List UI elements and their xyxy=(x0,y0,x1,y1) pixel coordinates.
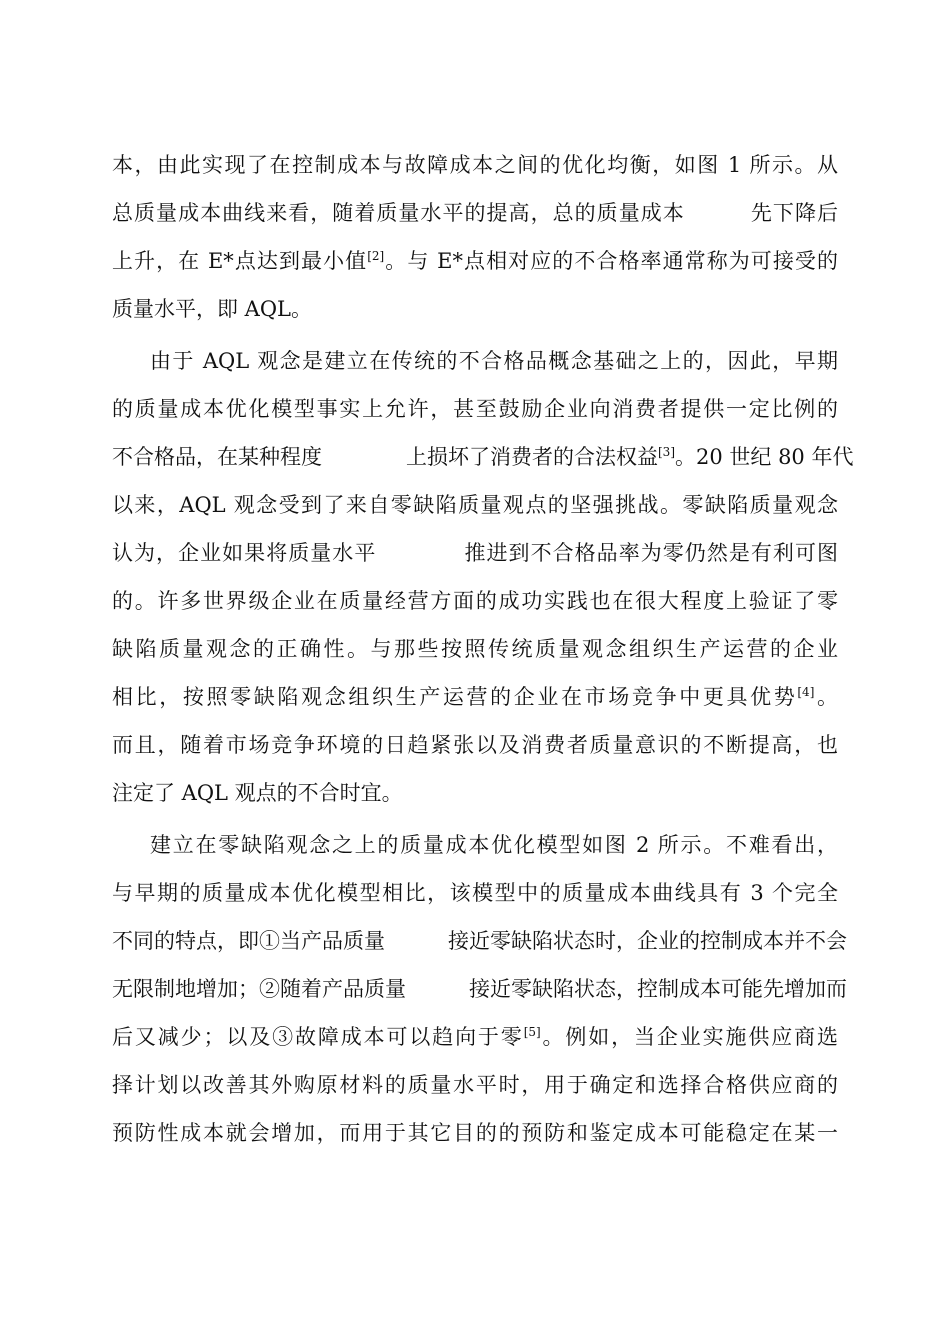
text-line: 预防性成本就会增加，而用于其它目的的预防和鉴定成本可能稳定在某一 xyxy=(112,1121,838,1145)
paragraph-3 xyxy=(112,821,847,1157)
text-line: 的。许多世界级企业在质量经营方面的成功实践也在很大程度上验证了零 xyxy=(112,589,838,613)
text-line: 不合格品，在某种程度 上损坏了消费者的合法权益[3]。20 世纪 80 年代 xyxy=(112,445,854,469)
text-line: 上升，在 E*点达到最小值[2]。与 E*点相对应的不合格率通常称为可接受的 xyxy=(112,249,838,273)
text-line: 总质量成本曲线来看，随着质量水平的提高，总的质量成本 先下降后 xyxy=(112,201,838,225)
text-line: 后又减少；以及③故障成本可以趋向于零[5]。例如，当企业实施供应商选 xyxy=(112,1025,839,1049)
text-line: 建立在零缺陷观念之上的质量成本优化模型如图 2 所示。不难看出， xyxy=(150,833,838,857)
text-line: 以来，AQL 观念受到了来自零缺陷质量观点的坚强挑战。零缺陷质量观念 xyxy=(112,493,838,517)
document-page xyxy=(112,141,854,1157)
citation-marker: [2] xyxy=(367,249,385,263)
text-line: 本，由此实现了在控制成本与故障成本之间的优化均衡，如图 1 所示。从 xyxy=(112,153,838,177)
text-line: 由于 AQL 观念是建立在传统的不合格品概念基础之上的，因此，早期 xyxy=(150,349,838,373)
text-line: 缺陷质量观念的正确性。与那些按照传统质量观念组织生产运营的企业 xyxy=(112,637,838,661)
citation-marker: [5] xyxy=(523,1025,541,1039)
text-line: 与早期的质量成本优化模型相比，该模型中的质量成本曲线具有 3 个完全 xyxy=(112,881,838,905)
text-line: 注定了 AQL 观点的不合时宜。 xyxy=(112,781,403,805)
citation-marker: [4] xyxy=(797,685,815,699)
text-line: 不同的特点，即①当产品质量 接近零缺陷状态时，企业的控制成本并不会 xyxy=(112,929,847,953)
text-line: 相比，按照零缺陷观念组织生产运营的企业在市场竞争中更具优势[4]。 xyxy=(112,685,839,709)
citation-marker: [3] xyxy=(658,445,675,459)
text-line: 无限制地增加；②随着产品质量 接近零缺陷状态，控制成本可能先增加而 xyxy=(112,977,847,1001)
paragraph-1 xyxy=(112,141,838,333)
text-line: 认为，企业如果将质量水平 推进到不合格品率为零仍然是有利可图 xyxy=(112,541,838,565)
text-line: 择计划以改善其外购原材料的质量水平时，用于确定和选择合格供应商的 xyxy=(112,1073,838,1097)
text-line: 而且，随着市场竞争环境的日趋紧张以及消费者质量意识的不断提高，也 xyxy=(112,733,838,757)
text-line: 的质量成本优化模型事实上允许，甚至鼓励企业向消费者提供一定比例的 xyxy=(112,397,838,421)
paragraph-2 xyxy=(112,337,854,817)
text-line: 质量水平，即 AQL。 xyxy=(112,297,313,321)
